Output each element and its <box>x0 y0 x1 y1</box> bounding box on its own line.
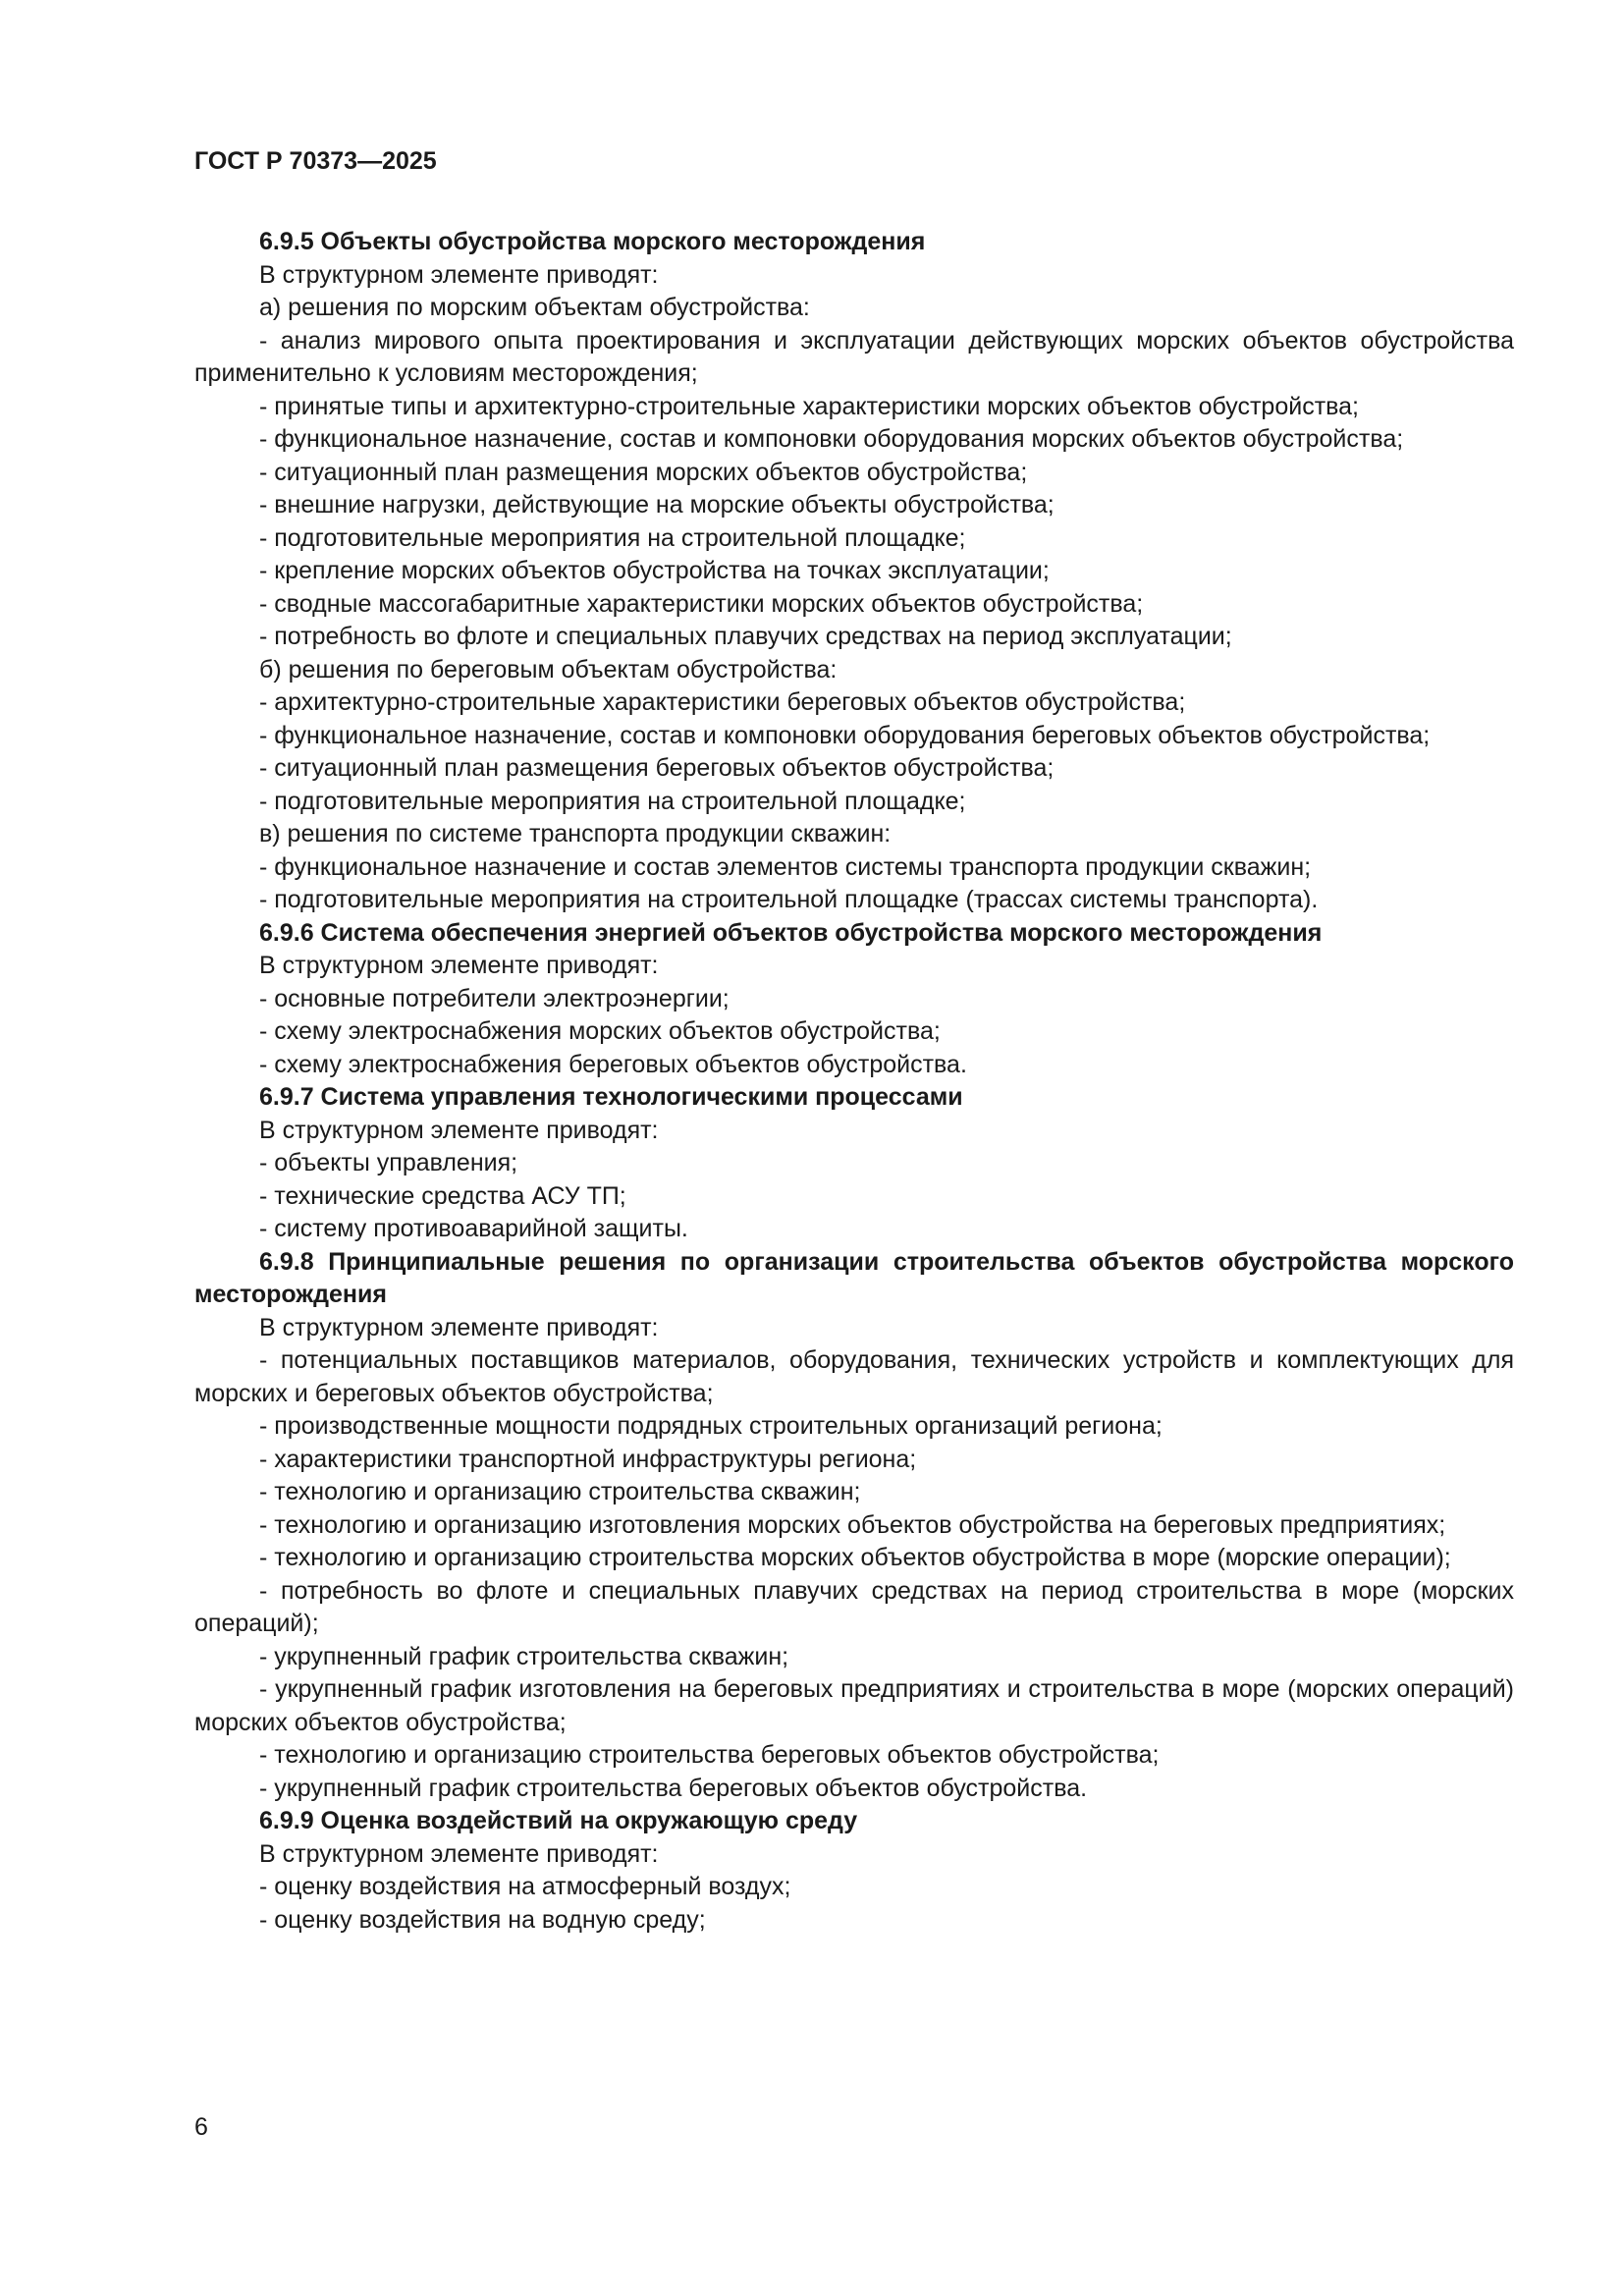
document-body <box>194 226 1514 1937</box>
paragraph: - схему электроснабжения береговых объектов обустройства. <box>259 1050 967 1078</box>
paragraph: - укрупненный график строительства скважин; <box>259 1642 789 1670</box>
paragraph: - подготовительные мероприятия на строительной площадке (трассах системы транспорта). <box>259 886 1319 913</box>
paragraph: - потребность во флоте и специальных плавучих средствах на период эксплуатации; <box>259 623 1232 650</box>
paragraph: - внешние нагрузки, действующие на морские объекты обустройства; <box>259 491 1055 519</box>
paragraph: - схему электроснабжения морских объектов обустройства; <box>259 1017 941 1045</box>
paragraph: - подготовительные мероприятия на строительной площадке; <box>259 787 966 815</box>
paragraph: - ситуационный план размещения береговых объектов обустройства; <box>259 754 1055 782</box>
paragraph: - анализ мирового опыта проектирования и эксплуатации действующих морских объектов обустройства применительно к условиям месторождения; <box>194 326 1514 387</box>
paragraph: - технологию и организацию строительства скважин; <box>259 1478 861 1505</box>
paragraph: - оценку воздействия на водную среду; <box>259 1905 706 1934</box>
paragraph: - систему противоаварийной защиты. <box>259 1215 688 1242</box>
section-heading: 6.9.7 Система управления технологическими процессами <box>259 1083 963 1111</box>
paragraph: В структурном элементе приводят: <box>259 1839 659 1868</box>
paragraph: - производственные мощности подрядных строительных организаций региона; <box>259 1412 1163 1440</box>
section-heading: 6.9.5 Объекты обустройства морского месторождения <box>259 228 926 255</box>
paragraph: - оценку воздействия на атмосферный воздух; <box>259 1873 791 1900</box>
paragraph: - основные потребители электроэнергии; <box>259 984 730 1012</box>
paragraph: в) решения по системе транспорта продукции скважин: <box>259 820 892 847</box>
paragraph: - потенциальных поставщиков материалов, оборудования, технических устройств и комплектующих для морских и береговых объектов обустройства; <box>194 1346 1514 1407</box>
paragraph: В структурном элементе приводят: <box>259 1116 659 1144</box>
section-heading: 6.9.9 Оценка воздействий на окружающую среду <box>259 1807 858 1834</box>
paragraph: - технологию и организацию строительства береговых объектов обустройства; <box>259 1741 1160 1769</box>
page-number: 6 <box>194 2113 208 2141</box>
paragraph: б) решения по береговым объектам обустройства: <box>259 655 838 683</box>
paragraph: - подготовительные мероприятия на строительной площадке; <box>259 523 966 552</box>
paragraph: - архитектурно-строительные характеристики береговых объектов обустройства; <box>259 688 1186 716</box>
paragraph: - ситуационный план размещения морских объектов обустройства; <box>259 458 1028 486</box>
paragraph: В структурном элементе приводят: <box>259 1313 659 1341</box>
paragraph: В структурном элементе приводят: <box>259 260 659 289</box>
paragraph: а) решения по морским объектам обустройства: <box>259 294 810 321</box>
paragraph: В структурном элементе приводят: <box>259 952 659 979</box>
paragraph: - крепление морских объектов обустройства на точках эксплуатации; <box>259 557 1050 584</box>
paragraph: - объекты управления; <box>259 1149 518 1176</box>
paragraph: - укрупненный график изготовления на береговых предприятиях и строительства в море (морских операций) морских объектов обустройства; <box>194 1675 1514 1736</box>
paragraph: - укрупненный график строительства береговых объектов обустройства. <box>259 1774 1088 1802</box>
paragraph: - характеристики транспортной инфраструктуры региона; <box>259 1445 917 1473</box>
paragraph: - технологию и организацию строительства морских объектов обустройства в море (морские операции); <box>259 1544 1451 1571</box>
document-header: ГОСТ Р 70373—2025 <box>194 147 437 175</box>
paragraph: - сводные массогабаритные характеристики морских объектов обустройства; <box>259 589 1144 618</box>
paragraph: - принятые типы и архитектурно-строительные характеристики морских объектов обустройства; <box>259 392 1359 420</box>
paragraph: - функциональное назначение, состав и компоновки оборудования береговых объектов обустройства; <box>259 721 1431 749</box>
section-heading: 6.9.8 Принципиальные решения по организации строительства объектов обустройства морского месторождения <box>194 1247 1514 1308</box>
section-heading: 6.9.6 Система обеспечения энергией объектов обустройства морского месторождения <box>259 918 1323 947</box>
paragraph: - технологию и организацию изготовления морских объектов обустройства на береговых предприятиях; <box>259 1510 1446 1539</box>
paragraph: - потребность во флоте и специальных плавучих средствах на период строительства в море (морских операций); <box>194 1576 1514 1637</box>
paragraph: - функциональное назначение и состав элементов системы транспорта продукции скважин; <box>259 852 1312 881</box>
paragraph: - функциональное назначение, состав и компоновки оборудования морских объектов обустройства; <box>259 425 1404 453</box>
paragraph: - технические средства АСУ ТП; <box>259 1181 626 1210</box>
